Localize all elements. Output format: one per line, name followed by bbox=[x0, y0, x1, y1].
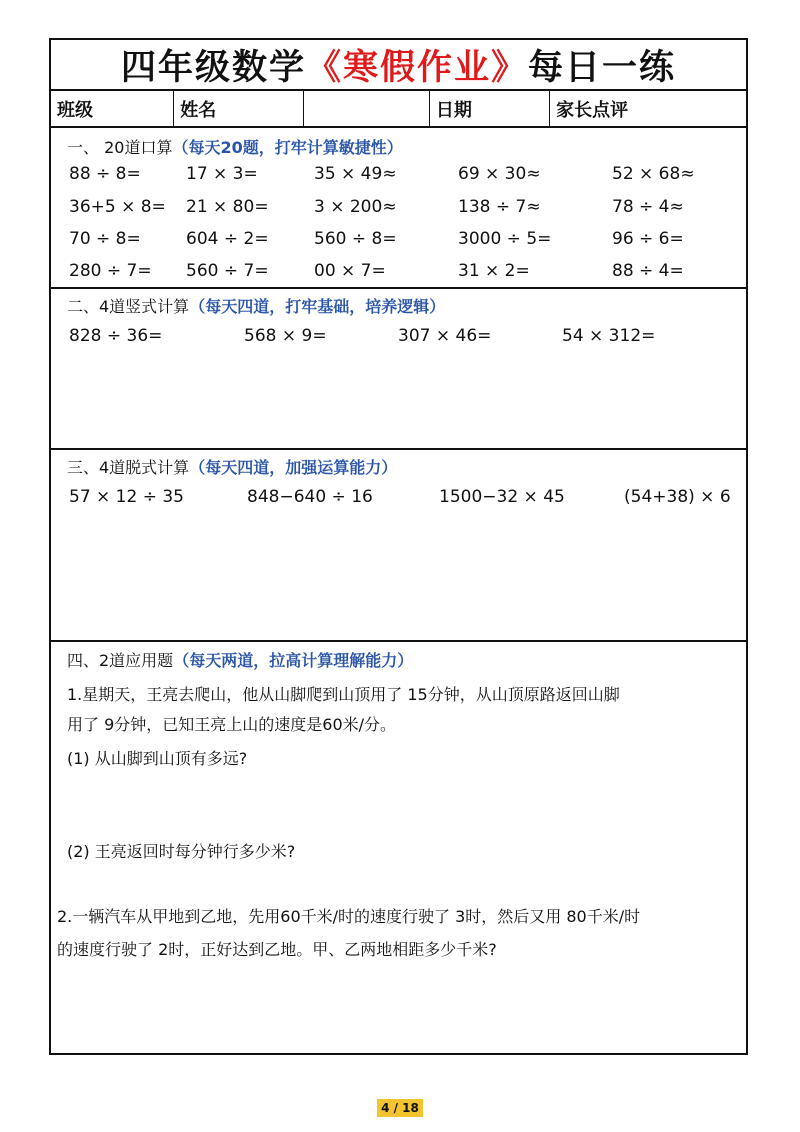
section-word-problems bbox=[51, 642, 746, 1055]
title-highlight: 《寒假作业》 bbox=[305, 46, 528, 88]
section4-heading bbox=[67, 648, 413, 671]
mental-math-item: 70 ÷ 8= bbox=[69, 229, 141, 249]
word-problem-1-sub-1: (1) 从山脚到山顶有多远? bbox=[67, 749, 248, 768]
mental-math-item: 00 × 7= bbox=[314, 261, 386, 281]
mental-math-item: 36+5 × 8= bbox=[69, 197, 166, 217]
class-label: 班级 bbox=[51, 91, 174, 126]
vertical-problem-3: 307 × 46= bbox=[398, 326, 492, 346]
word-problem-2-line-2: 的速度行驶了 2时，正好达到乙地。甲、乙两地相距多少千米? bbox=[57, 940, 497, 959]
section2-title: 二、4道竖式计算 bbox=[67, 297, 190, 316]
section1-note: （每天20题，打牢计算敏捷性） bbox=[172, 138, 403, 157]
section-vertical-calc bbox=[51, 289, 746, 450]
stepwise-problem-2: 848−640 ÷ 16 bbox=[247, 487, 373, 507]
vertical-problem-2: 568 × 9= bbox=[244, 326, 327, 346]
name-label: 姓名 bbox=[174, 91, 303, 126]
mental-math-item: 69 × 30≈ bbox=[458, 164, 541, 184]
mental-math-item: 96 ÷ 6= bbox=[612, 229, 684, 249]
section1-heading bbox=[67, 135, 403, 158]
section-stepwise-calc bbox=[51, 450, 746, 642]
page-number: 4 / 18 bbox=[377, 1099, 423, 1117]
section3-heading bbox=[67, 455, 397, 478]
mental-math-item: 604 ÷ 2= bbox=[186, 229, 269, 249]
mental-math-item: 78 ÷ 4≈ bbox=[612, 197, 684, 217]
vertical-problem-1: 828 ÷ 36= bbox=[69, 326, 163, 346]
stepwise-problem-4: (54+38) × 6 bbox=[624, 487, 731, 507]
mental-math-item: 138 ÷ 7≈ bbox=[458, 197, 541, 217]
mental-math-item: 52 × 68≈ bbox=[612, 164, 695, 184]
mental-math-item: 3000 ÷ 5= bbox=[458, 229, 552, 249]
section1-title: 一、 20道口算 bbox=[67, 138, 173, 157]
mental-math-item: 560 ÷ 7= bbox=[186, 261, 269, 281]
parent-comment-label: 家长点评 bbox=[556, 99, 629, 121]
section2-heading bbox=[67, 294, 445, 317]
mental-math-item: 21 × 80= bbox=[186, 197, 269, 217]
section4-note: （每天两道，拉高计算理解能力） bbox=[173, 651, 414, 670]
word-problem-1-line-1: 1.星期天，王亮去爬山，他从山脚爬到山顶用了 15分钟，从山顶原路返回山脚 bbox=[67, 685, 620, 704]
mental-math-item: 35 × 49≈ bbox=[314, 164, 397, 184]
mental-math-item: 3 × 200≈ bbox=[314, 197, 397, 217]
date-label: 日期 bbox=[430, 91, 550, 126]
section2-note: （每天四道，打牢基础，培养逻辑） bbox=[189, 297, 446, 316]
section-mental-math bbox=[51, 128, 746, 289]
vertical-problem-4: 54 × 312= bbox=[562, 326, 656, 346]
stepwise-problem-3: 1500−32 × 45 bbox=[439, 487, 565, 507]
mental-math-item: 88 ÷ 4= bbox=[612, 261, 684, 281]
mental-math-item: 17 × 3= bbox=[186, 164, 258, 184]
mental-math-item: 560 ÷ 8= bbox=[314, 229, 397, 249]
section3-title: 三、4道脱式计算 bbox=[67, 458, 190, 477]
worksheet bbox=[49, 38, 748, 1055]
title-suffix: 每日一练 bbox=[528, 46, 677, 88]
name-field[interactable] bbox=[304, 91, 430, 126]
mental-math-item: 31 × 2= bbox=[458, 261, 530, 281]
stepwise-problem-1: 57 × 12 ÷ 35 bbox=[69, 487, 184, 507]
word-problem-2-line-1: 2.一辆汽车从甲地到乙地，先用60千米/时的速度行驶了 3时，然后又用 80千米/时 bbox=[57, 907, 641, 926]
mental-math-item: 280 ÷ 7= bbox=[69, 261, 152, 281]
word-problem-1-line-2: 用了 9分钟，已知王亮上山的速度是60米/分。 bbox=[67, 715, 397, 734]
mental-math-item: 88 ÷ 8= bbox=[69, 164, 141, 184]
title-prefix: 四年级数学 bbox=[120, 46, 306, 88]
section3-note: （每天四道，加强运算能力） bbox=[189, 458, 398, 477]
section4-title: 四、2道应用题 bbox=[67, 651, 174, 670]
info-row bbox=[51, 91, 746, 128]
word-problem-1-sub-2: (2) 王亮返回时每分钟行多少米? bbox=[67, 842, 296, 861]
worksheet-title bbox=[51, 40, 746, 91]
